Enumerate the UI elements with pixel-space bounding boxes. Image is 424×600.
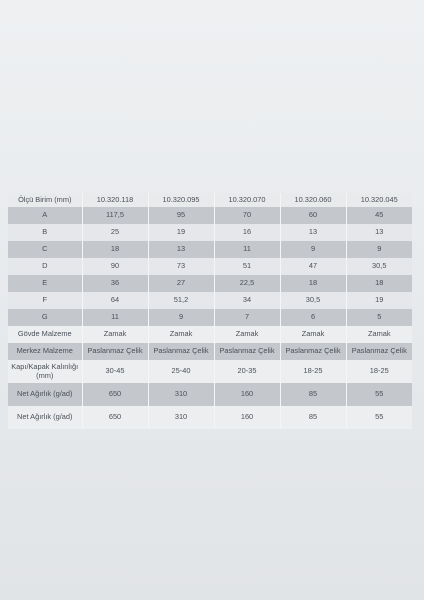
table-cell: 18-25 <box>346 360 412 383</box>
table-row <box>8 258 412 275</box>
table-cell: 19 <box>346 292 412 309</box>
table-cell: 18 <box>82 241 148 258</box>
table-cell: 6 <box>280 309 346 326</box>
table-cell: 85 <box>280 406 346 429</box>
table-row <box>8 292 412 309</box>
row-label: G <box>8 309 82 326</box>
row-label: Merkez Malzeme <box>8 343 82 360</box>
table-cell: 85 <box>280 383 346 406</box>
table-cell: 45 <box>346 207 412 224</box>
table-cell: 19 <box>148 224 214 241</box>
table-cell: 64 <box>82 292 148 309</box>
header-cell-model: 10.320.095 <box>148 193 214 207</box>
table-cell: Zamak <box>148 326 214 343</box>
table-cell: 9 <box>346 241 412 258</box>
table-cell: 9 <box>280 241 346 258</box>
table-cell: 310 <box>148 383 214 406</box>
header-cell-unit: Ölçü Birim (mm) <box>8 193 82 207</box>
row-label: A <box>8 207 82 224</box>
table-cell: 20-35 <box>214 360 280 383</box>
table-cell: Paslanmaz Çelik <box>82 343 148 360</box>
table-row <box>8 360 412 383</box>
row-label: Gövde Malzeme <box>8 326 82 343</box>
table-cell: 650 <box>82 383 148 406</box>
header-cell-model: 10.320.118 <box>82 193 148 207</box>
table-cell: 18 <box>346 275 412 292</box>
table-cell: 13 <box>346 224 412 241</box>
table-cell: 11 <box>82 309 148 326</box>
table-cell: 22,5 <box>214 275 280 292</box>
table-cell: 160 <box>214 406 280 429</box>
table-cell: 73 <box>148 258 214 275</box>
table-cell: Paslanmaz Çelik <box>214 343 280 360</box>
table-cell: 55 <box>346 383 412 406</box>
table-cell: Paslanmaz Çelik <box>346 343 412 360</box>
header-cell-model: 10.320.070 <box>214 193 280 207</box>
table-cell: 18 <box>280 275 346 292</box>
table-header-row <box>8 193 412 207</box>
table-cell: 16 <box>214 224 280 241</box>
table-row <box>8 207 412 224</box>
table-cell: 51 <box>214 258 280 275</box>
table-cell: Paslanmaz Çelik <box>148 343 214 360</box>
table-cell: Zamak <box>346 326 412 343</box>
table-row <box>8 241 412 258</box>
header-cell-model: 10.320.060 <box>280 193 346 207</box>
table-cell: 13 <box>280 224 346 241</box>
table-cell: 7 <box>214 309 280 326</box>
table-cell: Zamak <box>280 326 346 343</box>
row-label: D <box>8 258 82 275</box>
row-label: B <box>8 224 82 241</box>
table-cell: 36 <box>82 275 148 292</box>
table-cell: 650 <box>82 406 148 429</box>
row-label: C <box>8 241 82 258</box>
spec-table <box>8 193 412 429</box>
table-cell: 25-40 <box>148 360 214 383</box>
header-cell-model: 10.320.045 <box>346 193 412 207</box>
table-cell: 95 <box>148 207 214 224</box>
table-cell: 27 <box>148 275 214 292</box>
table-cell: 60 <box>280 207 346 224</box>
table-cell: 13 <box>148 241 214 258</box>
table-row <box>8 383 412 406</box>
table-cell: 47 <box>280 258 346 275</box>
table-row <box>8 326 412 343</box>
table-cell: 55 <box>346 406 412 429</box>
table-cell: 70 <box>214 207 280 224</box>
table-cell: 90 <box>82 258 148 275</box>
table-cell: 30-45 <box>82 360 148 383</box>
table-cell: 11 <box>214 241 280 258</box>
table-cell: 117,5 <box>82 207 148 224</box>
table-cell: Zamak <box>214 326 280 343</box>
table-cell: 160 <box>214 383 280 406</box>
table-cell: 34 <box>214 292 280 309</box>
table-row <box>8 343 412 360</box>
table-cell: 18-25 <box>280 360 346 383</box>
table-cell: 5 <box>346 309 412 326</box>
table-cell: 9 <box>148 309 214 326</box>
table-cell: 310 <box>148 406 214 429</box>
row-label: E <box>8 275 82 292</box>
table-cell: 25 <box>82 224 148 241</box>
table-row <box>8 275 412 292</box>
table-cell: 51,2 <box>148 292 214 309</box>
table-cell: 30,5 <box>346 258 412 275</box>
row-label: Kapı/Kapak Kalınlığı (mm) <box>8 360 82 383</box>
row-label: Net Ağırlık (g/ad) <box>8 383 82 406</box>
table-row <box>8 224 412 241</box>
table-cell: Paslanmaz Çelik <box>280 343 346 360</box>
table-row <box>8 309 412 326</box>
table-row <box>8 406 412 429</box>
row-label: F <box>8 292 82 309</box>
table-cell: Zamak <box>82 326 148 343</box>
table-cell: 30,5 <box>280 292 346 309</box>
row-label: Net Ağırlık (g/ad) <box>8 406 82 429</box>
